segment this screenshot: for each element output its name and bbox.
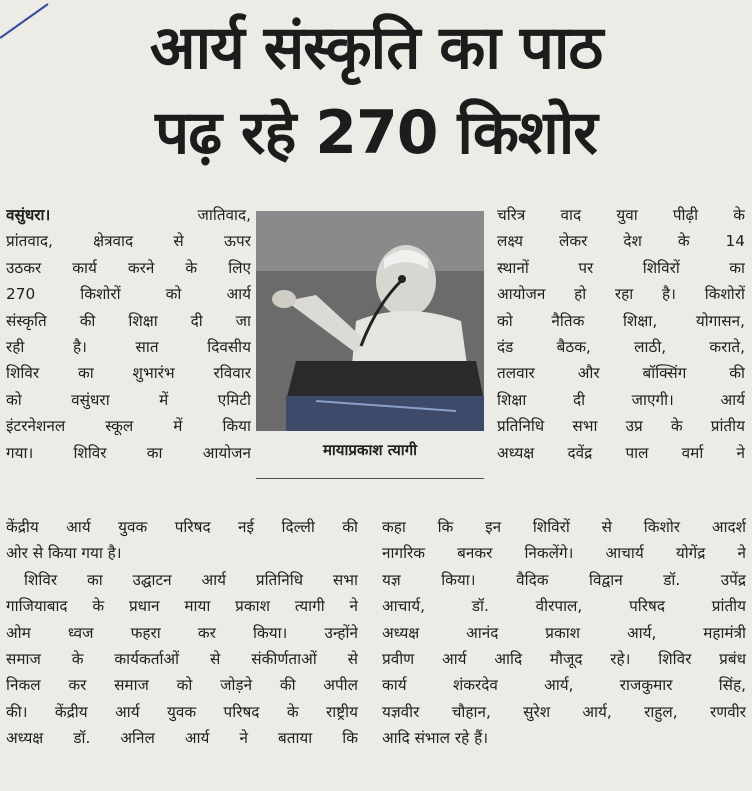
article-line: कार्य शंकरदेव आर्य, राजकुमार सिंह, (382, 676, 746, 695)
article-line: आयोजन हो रहा है। किशोरों (497, 285, 745, 304)
article-line: अध्यक्ष दवेंद्र पाल वर्मा ने (497, 443, 745, 462)
article-line: की। केंद्रीय आर्य युवक परिषद के राष्ट्रीय (6, 702, 358, 721)
article-line: प्रवीण आर्य आदि मौजूद रहे। शिविर प्रबंध (382, 650, 746, 669)
article-line: यज्ञवीर चौहान, सुरेश आर्य, राहुल, रणवीर (382, 702, 746, 721)
headline-line-2: पढ़ रहे 270 किशोर (155, 98, 597, 168)
article-line: निकल कर समाज को जोड़ने की अपील (6, 676, 358, 695)
article-column-2-wide (382, 514, 746, 752)
article-line: ओर से किया गया है। (6, 544, 122, 563)
dateline: वसुंधरा। (6, 206, 51, 224)
article-column-1 (6, 202, 251, 466)
article-line: आदि संभाल रहे हैं। (382, 729, 489, 748)
article-line: को नैतिक शिक्षा, योगासन, (497, 311, 745, 330)
article-line: शिक्षा दी जाएगी। आर्य (497, 390, 745, 409)
headline-line-1: आर्य संस्कृति का पाठ (149, 13, 603, 83)
article-line: वसुंधरा। जातिवाद, (6, 206, 251, 224)
article-line: लक्ष्य लेकर देश के 14 (497, 232, 745, 251)
article-line: को वसुंधरा में एमिटी (6, 390, 251, 409)
photo-caption: मायाप्रकाश त्यागी (322, 441, 418, 459)
article-line: 270 किशोरों को आर्य (6, 285, 251, 304)
article-line: कहा कि इन शिविरों से किशोर आदर्श (382, 518, 746, 536)
article-column-2 (497, 202, 745, 466)
article-line: ओम ध्वज फहरा कर किया। उन्होंने (6, 623, 358, 642)
article-line: शिविर का उद्घाटन आर्य प्रतिनिधि सभा (24, 570, 358, 589)
article-column-1-wide (6, 514, 358, 752)
article-line: अध्यक्ष डॉ. अनिल आर्य ने बताया कि (6, 729, 358, 748)
article-line: संस्कृति की शिक्षा दी जा (6, 311, 251, 330)
article-line: स्थानों पर शिविरों का (497, 258, 745, 277)
article-line: दंड बैठक, लाठी, कराते, (497, 338, 745, 357)
article-line: प्रांतवाद, क्षेत्रवाद से ऊपर (6, 232, 251, 251)
article-line: यज्ञ किया। वैदिक विद्वान डॉ. उपेंद्र (382, 570, 746, 589)
article-line: गया। शिविर का आयोजन (6, 443, 251, 462)
article-line: नागरिक बनकर निकलेंगे। आचार्य योगेंद्र ने (382, 544, 746, 563)
article-line: अध्यक्ष आनंद प्रकाश आर्य, महामंत्री (382, 623, 746, 642)
speaker-photo (256, 211, 484, 431)
article-line: प्रतिनिधि सभा उप्र के प्रांतीय (497, 417, 745, 436)
article-line: गाजियाबाद के प्रधान माया प्रकाश त्यागी ने (6, 597, 358, 616)
article-line: रही है। सात दिवसीय (6, 338, 251, 357)
divider (256, 478, 484, 479)
article-line: उठकर कार्य करने के लिए (6, 258, 251, 277)
article-line: इंटरनेशनल स्कूल में किया (6, 417, 251, 436)
article-line: केंद्रीय आर्य युवक परिषद नई दिल्ली की (6, 518, 358, 536)
article-line: शिविर का शुभारंभ रविवार (6, 364, 251, 383)
speaker-at-podium-photo (256, 211, 484, 431)
article-line: आचार्य, डॉ. वीरपाल, परिषद प्रांतीय (382, 597, 746, 616)
article-line: समाज के कार्यकर्ताओं से संकीर्णताओं से (6, 650, 358, 669)
article-line: तलवार और बॉक्सिंग की (497, 364, 745, 383)
article-line: चरित्र वाद युवा पीढ़ी के (497, 206, 745, 224)
